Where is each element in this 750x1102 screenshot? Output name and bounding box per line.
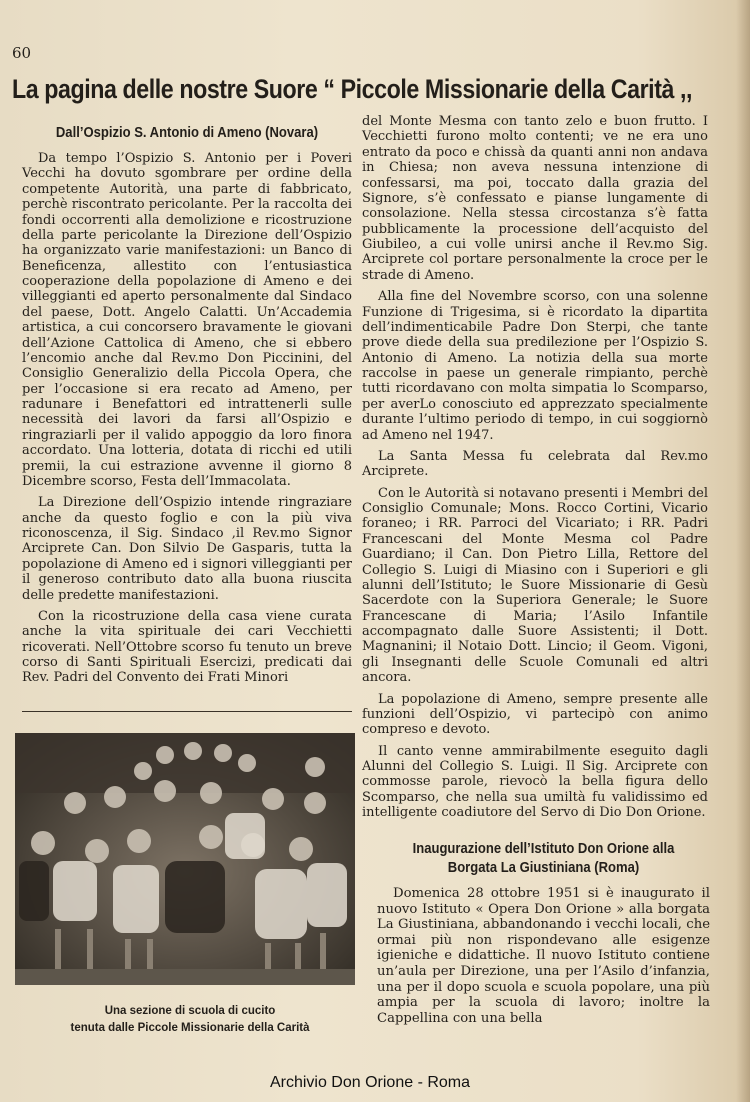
right-column-lower (377, 840, 710, 1032)
section1-title: Dall’Ospizio S. Antonio di Ameno (Novara) (55, 125, 319, 141)
page-edge-shadow (736, 0, 750, 1102)
section2-title: Inaugurazione dell’Istituto Don Orione alla Borgata La Giustiniana (Roma) (412, 841, 675, 876)
section1-continuation-paragraph: La Santa Messa fu celebrata dal Rev.mo Arciprete. (362, 448, 708, 480)
photo-illustration (15, 733, 355, 985)
right-column (362, 114, 708, 827)
section2-paragraph: Domenica 28 ottobre 1951 si è inaugurato il nuovo Istituto « Opera Don Orione » alla borgata La Giustiniana, abbandonando i vecchi locali, che ormai più non rispondevano alle esigenze igieniche e didattiche. Il nuovo Istituto contiene un’aula per Direzione, una per l’Asilo d’infanzia, una per il dopo scuola e scuola popolare, una più ampia per la scuola di lavoro; inoltre la Cappellina con una bella (377, 886, 710, 1026)
archive-footer: Archivio Don Orione - Roma (269, 1074, 471, 1091)
page-number: 60 (12, 44, 32, 62)
section1-continuation-paragraph: Alla fine del Novembre scorso, con una solenne Funzione di Trigesima, si è ricordato la dipartita dell’indimenticabile Padre Don Sterpi, che tante prove diede della sua predilezione per l’Ospizio S. Antonio di Ameno. La notizia della sua morte raccolse in paese un generale rimpianto, perchè tutti ricordavano con molta simpatia lo Scomparso, per averLo conosciuto ed apprezzato specialmente durante l’ultimo periodo di tempo, in cui soggiornò ad Ameno nel 1947. (362, 289, 708, 443)
left-column (22, 124, 352, 692)
section1-paragraph: La Direzione dell’Ospizio intende ringraziare anche da questo foglio e con la più viva riconoscenza, il Sig. Sindaco ,il Rev.mo Signor Arciprete Can. Don Silvio De Gasparis, tutta la popolazione di Ameno ed i signori villeggianti per il generoso contributo dato alla buona riuscita delle predette manifestazioni. (22, 495, 352, 603)
section1-continuation-paragraph: Il canto venne ammirabilmente eseguito dagli Alunni del Collegio S. Luigi. Il Sig. Arciprete con commosse parole, rievocò la bella figura dello Scomparso, che nella sua umiltà fu validissimo ed intelligente coadiutore del Servo di Dio Don Orione. (362, 743, 708, 821)
section1-continuation-paragraph: del Monte Mesma con tanto zelo e buon frutto. I Vecchietti furono molto contenti; ve ne era uno entrato da poco e chissà da quanti anni non andava in Chiesa; non aveva nessuna intenzione di confessarsi, ma poi, toccato dalla grazia del Signore, s’è confessato e pianse lungamente di consolazione. Nella stessa circostanza s’è fatta pubblicamente la processione dell’acquisto del Giubileo, a cui volle unirsi anche il Rev.mo Sig. Arciprete col portare personalmente la croce per le strade di Ameno. (362, 114, 708, 283)
page-headline: La pagina delle nostre Suore “ Piccole Missionarie della Carità ,, (12, 74, 693, 104)
section1-paragraph: Con la ricostruzione della casa viene curata anche la vita spirituale dei cari Vecchietti ricoverati. Nell’Ottobre scorso fu tenuto un breve corso di Santi Spirituali Esercizi, predicati dai Rev. Padri del Convento dei Frati Minori (22, 608, 352, 686)
section1-paragraph: Da tempo l’Ospizio S. Antonio per i Poveri Vecchi ha dovuto sgombrare per ordine della competente Autorità, una parte di fabbricato, perchè riscontrato pericolante. Per la raccolta dei fondi occorrenti alla demolizione e ricostruzione della parte pericolante la Direzione dell’Ospizio ha organizzato varie manifestazioni: un Banco di Beneficenza, allestito con l’entusiastica cooperazione della popolazione di Ameno e dei villeggianti ed aperto personalmente dal Sindaco del paese, Dott. Angelo Calatti. Un’Accademia artistica, a cui concorsero bravamente le giovani dell’Azione Cattolica di Ameno, che si ebbero l’encomio anche dal Rev.mo Don Piccinini, del Consiglio Generalizio della Piccola Opera, che per l’occasione si era recato ad Ameno, per radunare i Benefattori ed intrattenerli sulle necessità dei lavori da farsi all’Ospizio e ringraziarli per il valido appoggio da loro finora accordato. Una lotteria, dotata di ricchi ed utili premii, la cui estrazione avvenne il giorno 8 Dicembre scorso, Festa dell’Immacolata. (22, 151, 352, 489)
section-divider (22, 711, 352, 712)
photo-caption (40, 1003, 340, 1037)
photo-caption-line: tenuta dalle Piccole Missionarie della Carità (70, 1022, 310, 1034)
section1-continuation-paragraph: Con le Autorità si notavano presenti i Membri del Consiglio Comunale; Mons. Rocco Cortini, Vicario foraneo; i RR. Parroci del Vicariato; i RR. Padri Francescani del Monte Mesma col Padre Guardiano; il Can. Don Pietro Lilla, Rettore del Collegio S. Luigi di Miasino con i Superiori e gli alunni dell’Istituto; le Suore Missionarie di Gesù Sacerdote con la Superiora Generale; le Suore Francescane di Maria; l’Asilo Infantile accompagnato dalle Suore Assistenti; il Dott. Magnanini; il Notaio Dott. Lincio; il Geom. Vigoni, gli Insegnanti delle Scuole Comunali ed altri ancora. (362, 485, 708, 686)
section1-continuation-paragraph: La popolazione di Ameno, sempre presente alle funzioni dell’Ospizio, vi partecipò con animo compreso e devoto. (362, 691, 708, 738)
photo-caption-line: Una sezione di scuola di cucito (104, 1005, 276, 1017)
sewing-class-photo (15, 733, 355, 985)
